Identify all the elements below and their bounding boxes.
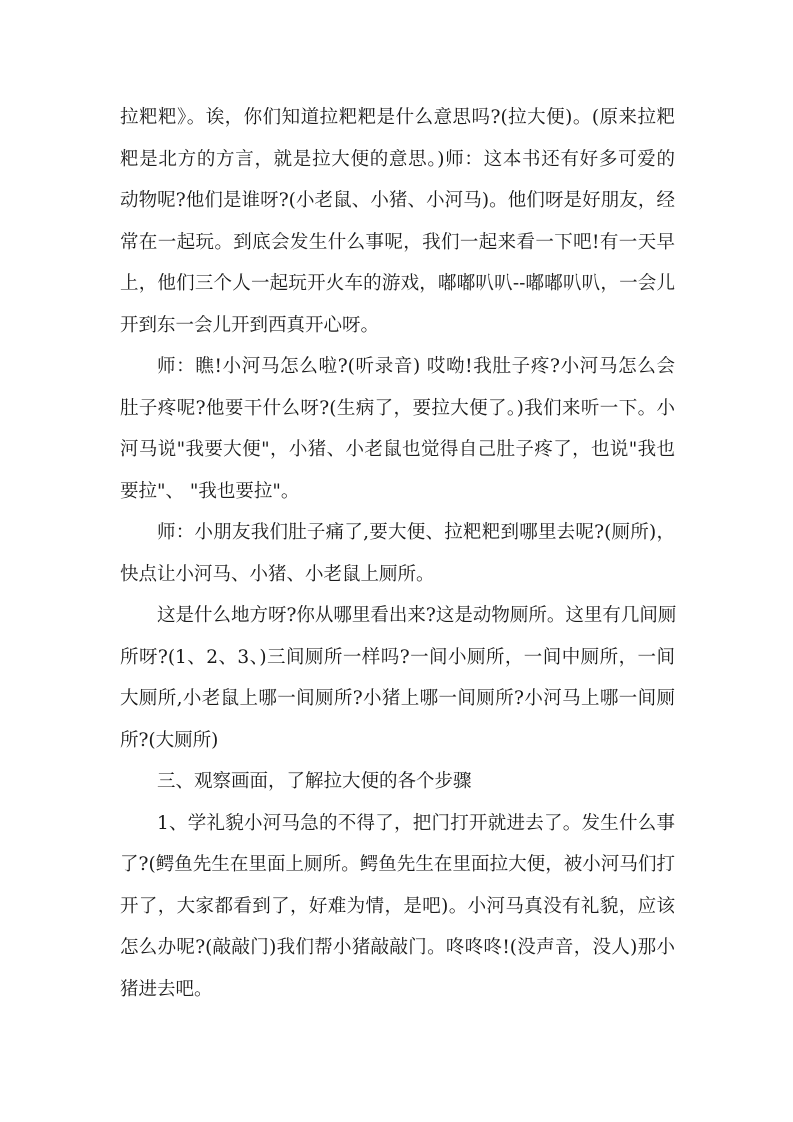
text-line: 要拉"、 "我也要拉"。 — [120, 480, 300, 502]
text-line: 快点让小河马、小猪、小老鼠上厕所。 — [120, 563, 435, 585]
text-line: 上，他们三个人一起玩开火车的游戏，嘟嘟叭叭--嘟嘟叭叭，一会儿 — [120, 273, 675, 294]
text-line: 河马说"我要大便"，小猪、小老鼠也觉得自己肚子疼了，也说"我也 — [120, 439, 675, 460]
text-line: 大厕所,小老鼠上哪一间厕所?小猪上哪一间厕所?小河马上哪一间厕 — [120, 688, 675, 709]
text-line: 1、学礼貌小河马急的不得了，把门打开就进去了。发生什么事 — [157, 812, 675, 834]
text-line: 师：小朋友我们肚子痛了,要大便、拉粑粑到哪里去呢?(厕所)， — [157, 522, 675, 543]
text-line: 常在一起玩。到底会发生什么事呢，我们一起来看一下吧!有一天早 — [120, 231, 675, 253]
text-line: 猪进去吧。 — [120, 978, 213, 1000]
text-line: 开了，大家都看到了，好难为情，是吧)。小河马真没有礼貌，应该 — [120, 895, 675, 917]
paragraph-intro — [120, 97, 675, 346]
document-body — [120, 97, 675, 1010]
text-line: 开到东一会儿开到西真开心呀。 — [120, 314, 380, 336]
paragraph-animal-toilet — [120, 595, 675, 761]
paragraph-where-to-go — [120, 512, 675, 595]
section-heading-three — [120, 761, 675, 803]
text-line: 所呀?(1、2、3、)三间厕所一样吗?一间小厕所，一间中厕所，一间 — [120, 646, 675, 668]
text-line: 粑是北方的方言，就是拉大便的意思。)师：这本书还有好多可爱的 — [120, 148, 675, 170]
text-line: 了?(鳄鱼先生在里面上厕所。鳄鱼先生在里面拉大便，被小河马们打 — [120, 854, 675, 875]
paragraph-hippo-stomachache — [120, 346, 675, 512]
text-line: 拉粑粑》。诶，你们知道拉粑粑是什么意思吗?(拉大便)。(原来拉粑 — [120, 107, 675, 128]
paragraph-learn-manners — [120, 803, 675, 1011]
text-line: 动物呢?他们是谁呀?(小老鼠、小猪、小河马)。他们呀是好朋友，经 — [120, 190, 675, 211]
section-heading: 三、观察画面，了解拉大便的各个步骤 — [157, 771, 472, 792]
text-line: 师：瞧!小河马怎么啦?(听录音) 哎呦!我肚子疼?小河马怎么会 — [157, 356, 675, 377]
text-line: 这是什么地方呀?你从哪里看出来?这是动物厕所。这里有几间厕 — [157, 605, 677, 626]
text-line: 所?(大厕所) — [120, 729, 219, 751]
text-line: 肚子疼呢?他要干什么呀?(生病了，要拉大便了。)我们来听一下。小 — [120, 397, 675, 419]
text-line: 怎么办呢?(敲敲门)我们帮小猪敲敲门。咚咚咚!(没声音，没人)那小 — [120, 937, 675, 958]
